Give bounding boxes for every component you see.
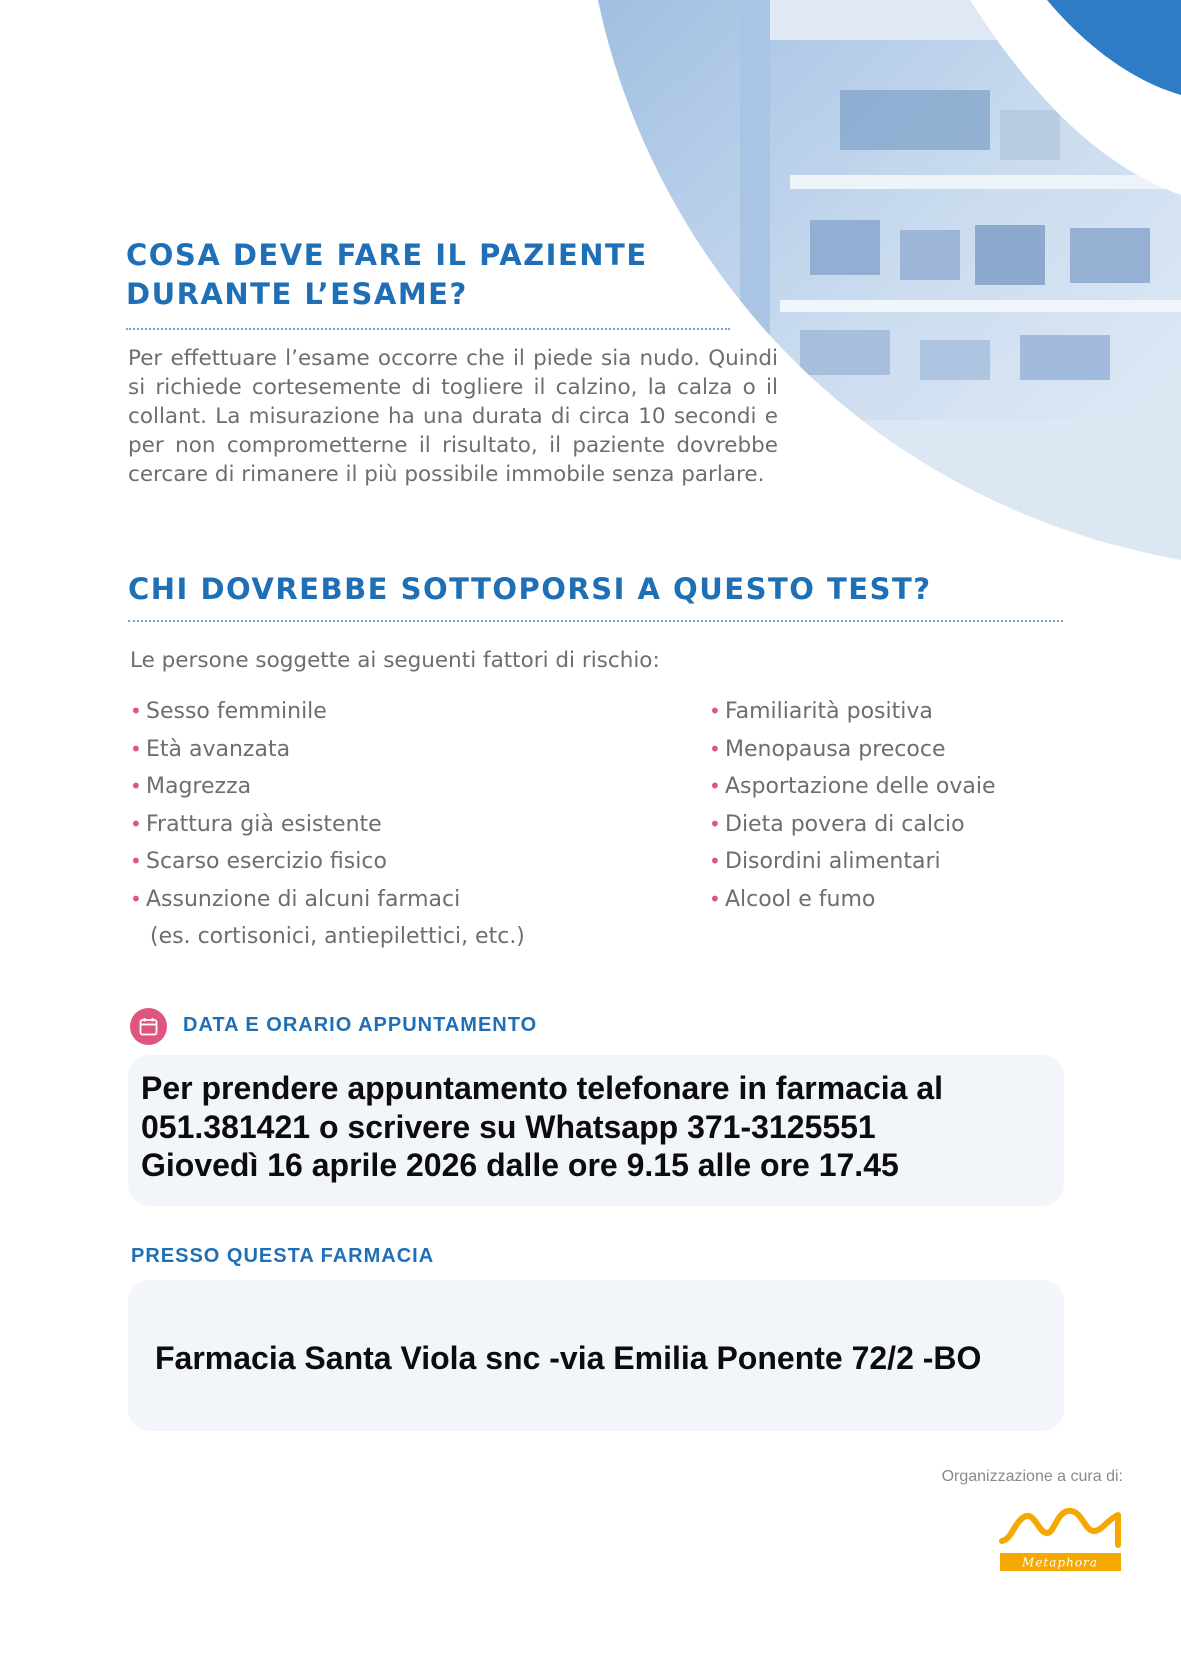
dotted-divider: [126, 328, 730, 330]
list-item: • Alcool e fumo: [709, 881, 1129, 919]
exam-instructions-text: Per effettuare l’esame occorre che il piede sia nudo. Quindi si richiede cortesemente di togliere il calzino, la calza o il collant. La misurazione ha una durata di circa 10 secondi e per non comprometterne il risultato, il paziente dovrebbe cercare di rimanere il più possibile immobile senza parlare.: [128, 346, 778, 487]
metaphora-logo: [998, 1505, 1123, 1580]
calendar-icon: [130, 1008, 167, 1045]
risk-factors-intro: Le persone soggette ai seguenti fattori di rischio:: [130, 648, 660, 673]
appointment-label: DATA E ORARIO APPUNTAMENTO: [183, 1014, 538, 1036]
list-item: • Frattura già esistente: [130, 806, 650, 844]
organizer-label: Organizzazione a cura di:: [941, 1468, 1123, 1485]
dotted-divider: [128, 620, 1063, 622]
list-item: • Asportazione delle ovaie: [709, 768, 1129, 806]
list-item: • Familiarità positiva: [709, 693, 1129, 731]
list-item: • Disordini alimentari: [709, 843, 1129, 881]
list-item: • Magrezza: [130, 768, 650, 806]
list-item: • Sesso femminile: [130, 693, 650, 731]
section-title-who-should-test: CHI DOVREBBE SOTTOPORSI A QUESTO TEST?: [128, 572, 932, 606]
section-title-patient-exam: COSA DEVE FARE IL PAZIENTE DURANTE L’ESAME?: [126, 238, 648, 311]
list-item: • Menopausa precoce: [709, 731, 1129, 769]
list-item: • Età avanzata: [130, 731, 650, 769]
logo-text: Metaphora: [1022, 1555, 1098, 1570]
pharmacy-address: Farmacia Santa Viola snc -via Emilia Ponente 72/2 -BO: [155, 1340, 982, 1376]
list-item-note: (es. cortisonici, antiepilettici, etc.): [150, 924, 525, 949]
list-item: • Dieta povera di calcio: [709, 806, 1129, 844]
risk-factors-list-right: [709, 693, 1129, 918]
risk-factors-list-left: [130, 693, 650, 956]
list-item: • Assunzione di alcuni farmaci: [130, 881, 650, 919]
appointment-details: Per prendere appuntamento telefonare in farmacia al 051.381421 o scrivere su Whatsapp 371-3125551 Giovedì 16 aprile 2026 dalle ore 9.15 alle ore 17.45: [141, 1070, 944, 1183]
pharmacy-label: PRESSO QUESTA FARMACIA: [131, 1245, 435, 1267]
list-item: • Scarso esercizio fisico: [130, 843, 650, 881]
